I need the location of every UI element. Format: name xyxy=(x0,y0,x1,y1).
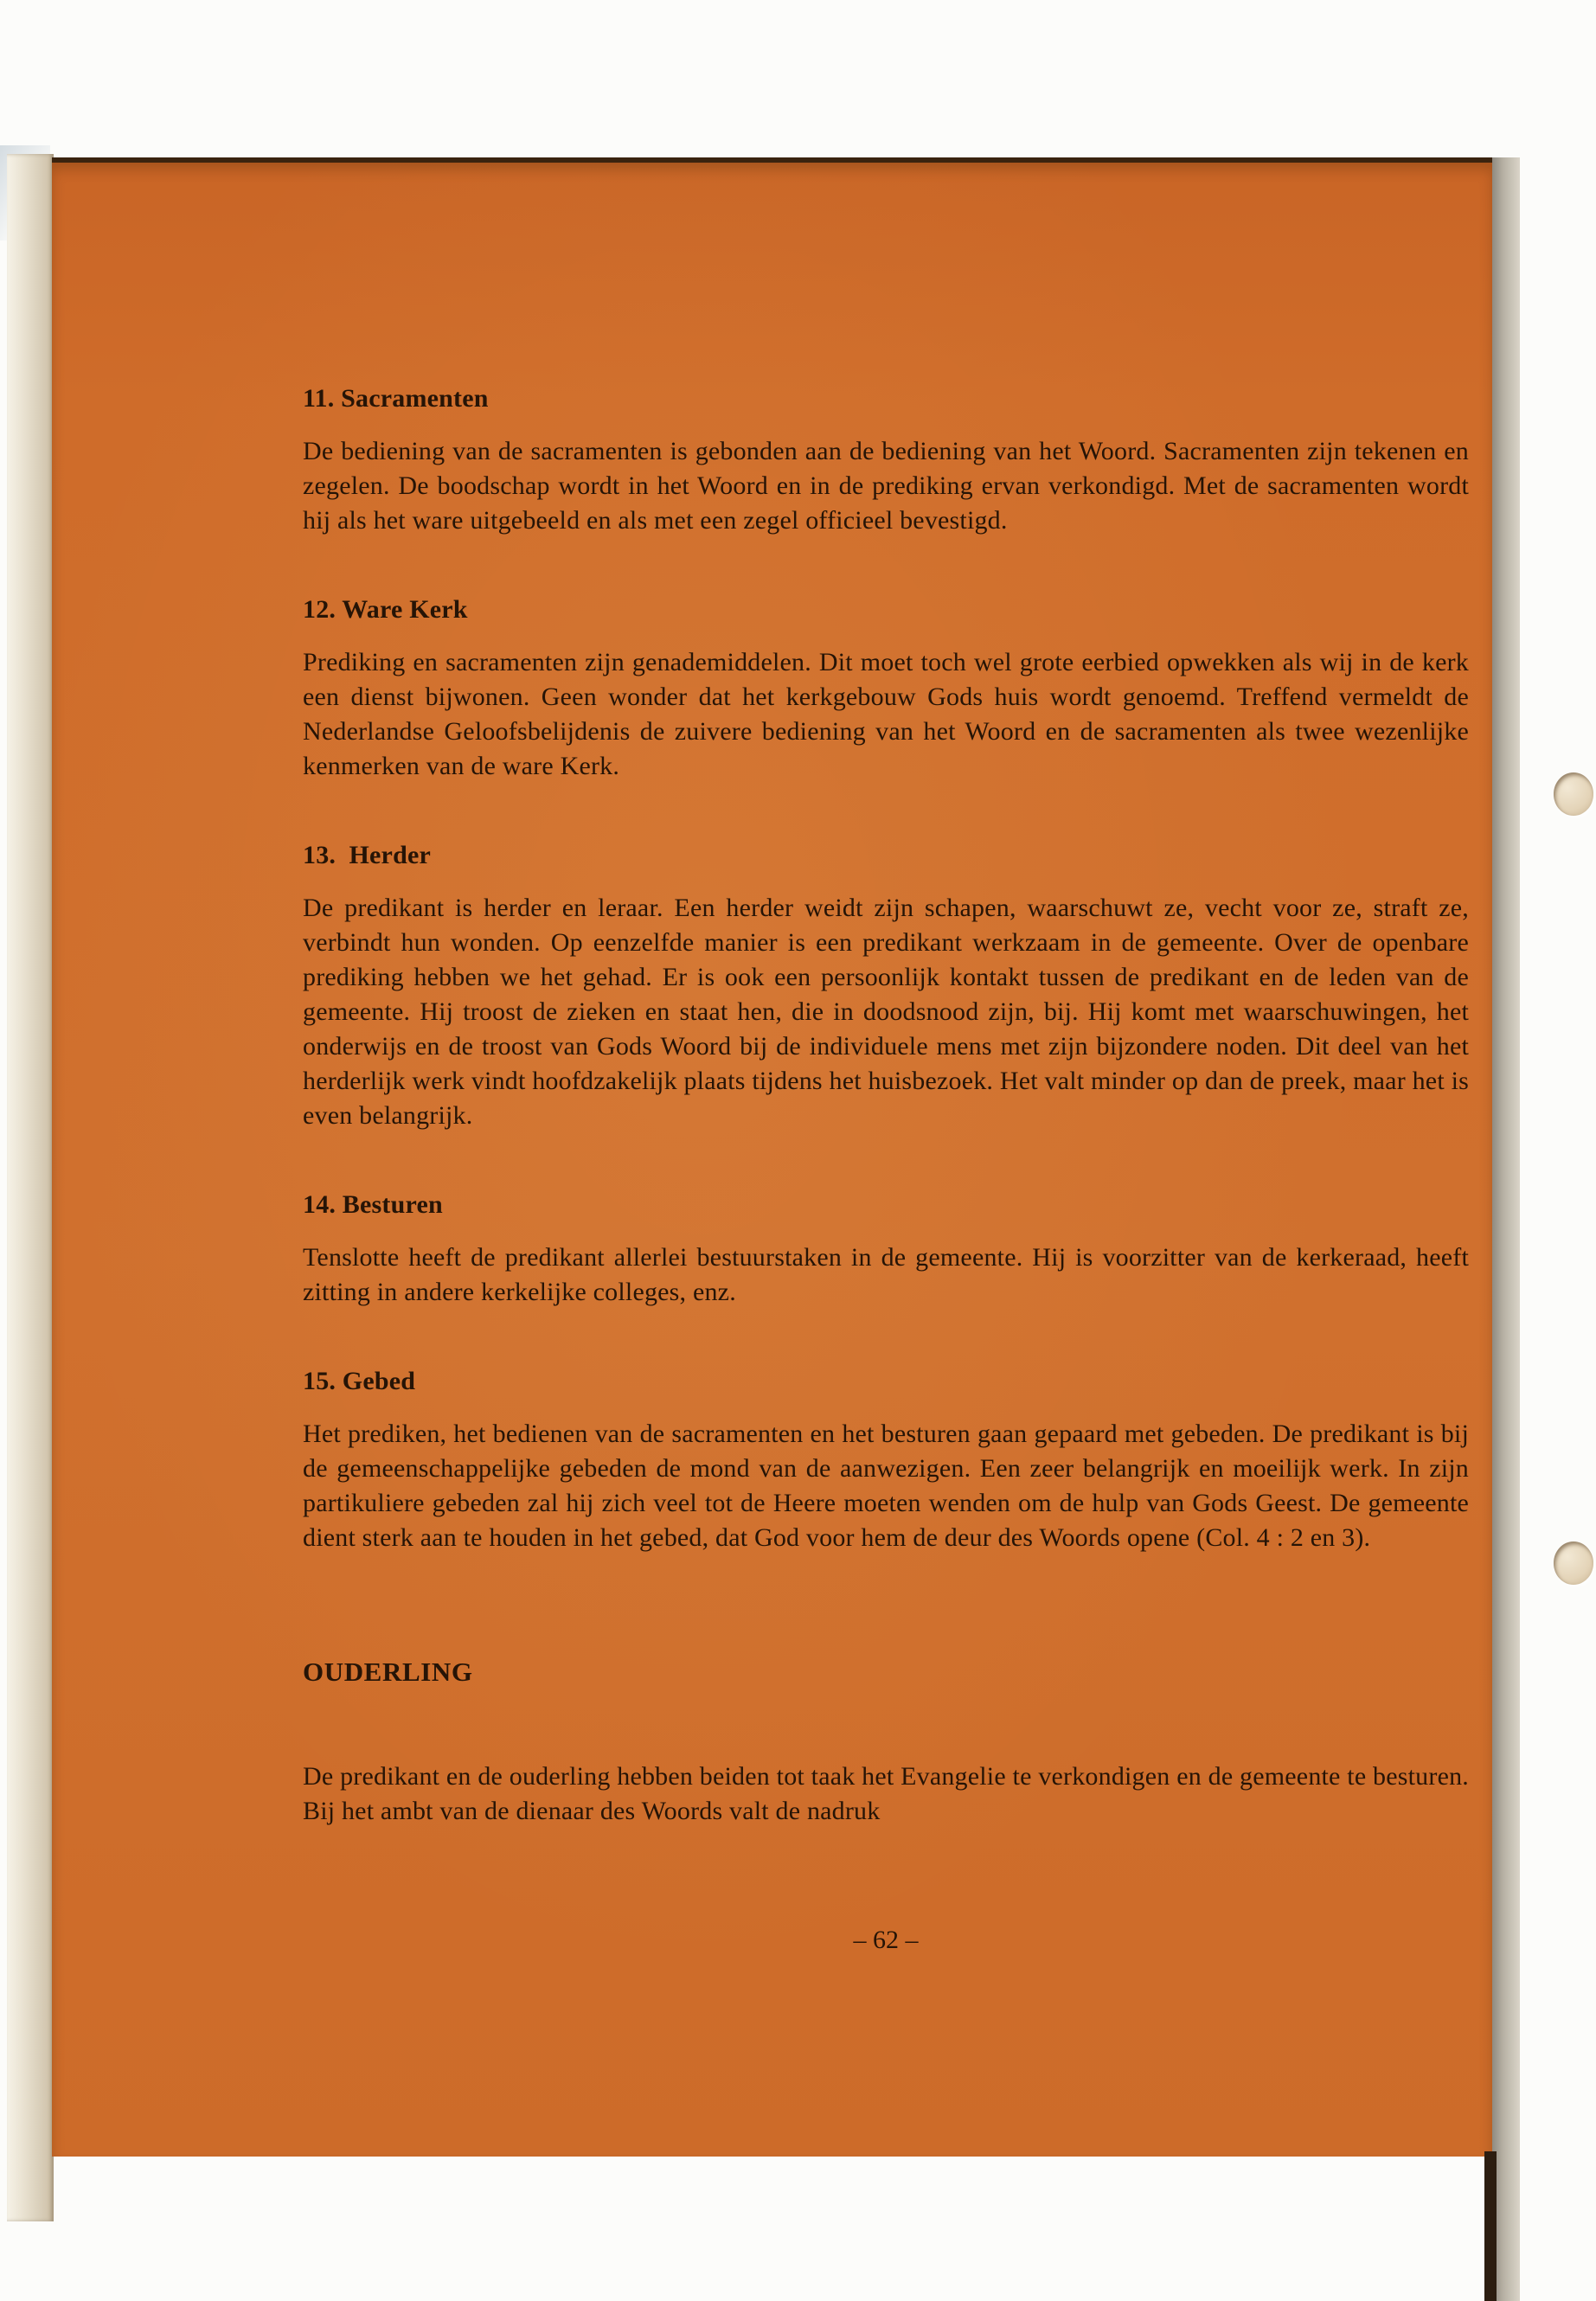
page-content xyxy=(303,384,1469,1955)
punch-hole-bottom xyxy=(1554,1541,1593,1585)
page-stack-edge xyxy=(7,154,54,2221)
chapter-heading: OUDERLING xyxy=(303,1657,473,1687)
section-heading: 11. Sacramenten xyxy=(303,384,489,413)
punch-hole-top xyxy=(1554,772,1593,816)
page-right-edge xyxy=(1492,157,1520,2301)
section-body: Prediking en sacramenten zijn genademiddelen. Dit moet toch wel grote eerbied opwekken als wij in de kerk een dienst bijwonen. Geen wonder dat het kerkgebouw Gods huis wordt genoemd. Treffend vermeldt de Nederlandse Geloofsbelijdenis de zuivere bediening van het Woord en de sacramenten als twee wezenlijke kenmerken van de ware Kerk. xyxy=(303,648,1469,780)
section-heading: 12. Ware Kerk xyxy=(303,595,468,624)
section-body: Tenslotte heeft de predikant allerlei bestuurstaken in de gemeente. Hij is voorzitter van de kerkeraad, heeft zitting in andere kerkelijke colleges, enz. xyxy=(303,1243,1469,1306)
chapter-body: De predikant en de ouderling hebben beiden tot taak het Evangelie te verkondigen en de gemeente te besturen. Bij het ambt van de dienaar des Woords valt de nadruk xyxy=(303,1762,1469,1825)
section-body: De bediening van de sacramenten is gebonden aan de bediening van het Woord. Sacramenten zijn tekenen en zegelen. De boodschap wordt in het Woord en in de prediking ervan verkondigd. Met de sacramenten wordt hij als het ware uitgebeeld en als met een zegel officieel bevestigd. xyxy=(303,437,1469,535)
section-body: Het prediken, het bedienen van de sacramenten en het besturen gaan gepaard met gebeden. De predikant is bij de gemeenschappelijke gebeden de mond van de aanwezigen. Een zeer belangrijk en moeilijk werk. In zijn partikuliere gebeden zal hij zich veel tot de Heere moeten wenden om de hulp van Gods Geest. De gemeente dient sterk aan te houden in het gebed, dat God voor hem de deur des Woords opene (Col. 4 : 2 en 3). xyxy=(303,1420,1469,1552)
chapter-ouderling xyxy=(303,1657,1469,1829)
section-gebed xyxy=(303,1367,1469,1555)
book-spine-edge xyxy=(1484,2151,1497,2301)
section-sacramenten xyxy=(303,384,1469,538)
section-besturen xyxy=(303,1190,1469,1310)
section-herder xyxy=(303,841,1469,1133)
page-number: – 62 – xyxy=(853,1926,919,1954)
section-heading: 14. Besturen xyxy=(303,1190,443,1219)
section-ware-kerk xyxy=(303,595,1469,784)
section-heading: 13. Herder xyxy=(303,841,431,869)
section-heading: 15. Gebed xyxy=(303,1367,416,1395)
book-page xyxy=(52,157,1492,2157)
section-body: De predikant is herder en leraar. Een herder weidt zijn schapen, waarschuwt ze, vecht voor ze, straft ze, verbindt hun wonden. Op eenzelfde manier is een predikant werkzaam in de gemeente. Over de openbare prediking hebben we het gehad. Er is ook een persoonlijk kontakt tussen de predikant en de leden van de gemeente. Hij troost de zieken en staat hen, die in doodsnood zijn, bij. Hij komt met waarschuwingen, het onderwijs en de troost van Gods Woord bij de individuele mens met zijn bijzondere noden. Dit deel van het herderlijk werk vindt hoofdzakelijk plaats tijdens het huisbezoek. Het valt minder op dan de preek, maar het is even belangrijk. xyxy=(303,894,1469,1130)
